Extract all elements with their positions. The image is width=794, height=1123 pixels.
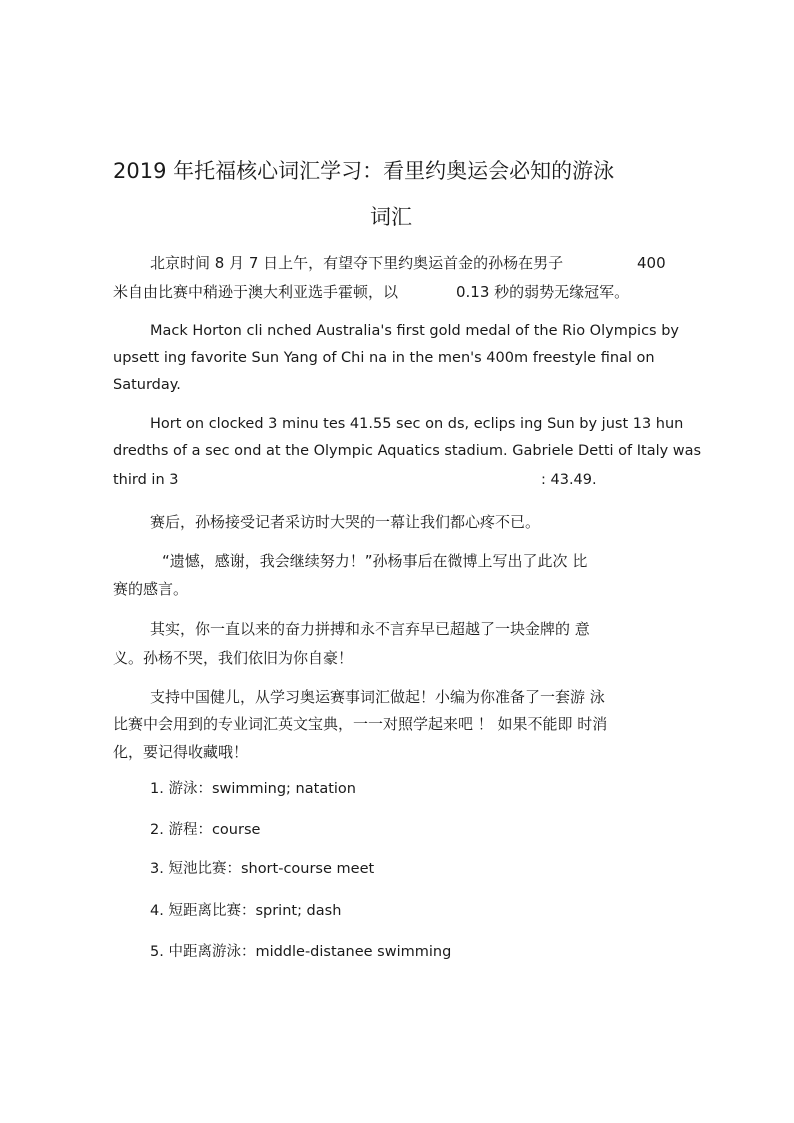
p1-line2-text: 米自由比赛中稍逊于澳大利亚选手霍顿，以 [113, 283, 399, 301]
p5-line2: 赛的感言。 [113, 580, 189, 598]
p7-line1: 支持中国健儿，从学习奥运赛事词汇做起！小编为你准备了一套游 泳 [150, 688, 605, 706]
p1-line2-number: 0.13 秒的弱势无缘冠军。 [456, 283, 630, 301]
vocab-item-2: 2. 游程：course [150, 822, 261, 838]
vocab-item-1: 1. 游泳：swimming; natation [150, 781, 356, 797]
p2-line2: upsett ing favorite Sun Yang of Chi na in the men's 400m freestyle final on [113, 350, 655, 366]
p3-line3-end: : 43.49. [541, 472, 597, 488]
vocab-item-5: 5. 中距离游泳：middle-distanee swimming [150, 944, 452, 960]
p7-line2: 比赛中会用到的专业词汇英文宝典，一一对照学起来吧 ！ 如果不能即 时消 [113, 715, 608, 733]
vocab-item-3: 3. 短池比赛：short-course meet [150, 861, 375, 877]
p6-line2: 义。孙杨不哭，我们依旧为你自豪！ [113, 649, 354, 667]
title-line-2: 词汇 [370, 205, 412, 229]
title-line-1: 2019 年托福核心词汇学习：看里约奥运会必知的游泳 [113, 159, 615, 183]
p3-line1: Hort on clocked 3 minu tes 41.55 sec on ds, eclips ing Sun by just 13 hun [150, 416, 684, 432]
p3-line2: dredths of a sec ond at the Olympic Aquatics stadium. Gabriele Detti of Italy was [113, 443, 702, 459]
p7-line3: 化，要记得收藏哦！ [113, 743, 249, 761]
vocab-item-4: 4. 短距离比赛：sprint; dash [150, 903, 342, 919]
p2-line3: Saturday. [113, 377, 181, 393]
p1-line1-number: 400 [637, 254, 666, 272]
p4-line1: 赛后，孙杨接受记者采访时大哭的一幕让我们都心疼不已。 [150, 513, 541, 531]
p5-line1: “遗憾，感谢，我会继续努力！”孙杨事后在微博上写出了此次 比 [162, 552, 588, 570]
p1-line1-text: 北京时间 8 月 7 日上午，有望夺下里约奥运首金的孙杨在男子 [150, 254, 564, 272]
p6-line1: 其实，你一直以来的奋力拼搏和永不言弃早已超越了一块金牌的 意 [150, 620, 590, 638]
p2-line1: Mack Horton cli nched Australia's first gold medal of the Rio Olympics by [150, 323, 679, 339]
p3-line3-start: third in 3 [113, 472, 179, 488]
